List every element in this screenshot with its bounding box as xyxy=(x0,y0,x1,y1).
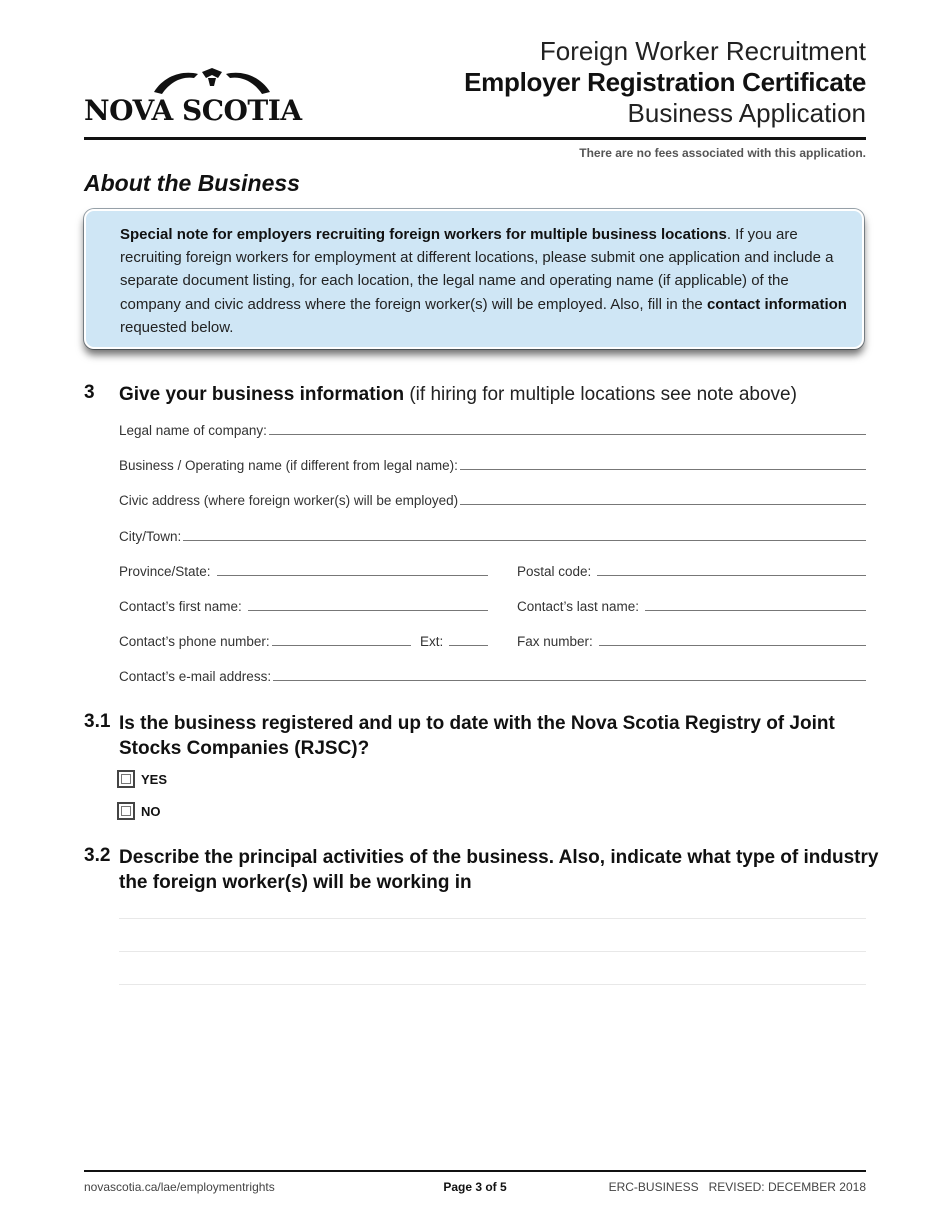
operating-name-field[interactable] xyxy=(119,453,866,473)
fax-field[interactable] xyxy=(517,629,866,649)
question-number: 3 xyxy=(84,382,95,403)
question-number: 3.2 xyxy=(84,845,111,866)
question-3-2-title: Describe the principal activities of the business. Also, indicate what type of industry the foreign worker(s) will be working in xyxy=(119,847,879,893)
note-body: . If you are recruiting foreign workers for employment at different locations, please submit one application and include a separate document listing, for each location, the legal name and operating name (if applicable) of the company and civic address where the foreign worker(s) will be employed. Also, fill in the xyxy=(120,226,834,313)
form-title-line2: Employer Registration Certificate xyxy=(464,67,866,97)
section-title: About the Business xyxy=(84,170,300,196)
city-input[interactable] xyxy=(183,526,866,541)
page-number: Page 3 of 5 xyxy=(443,1180,507,1194)
answer-line[interactable] xyxy=(119,918,866,919)
fax-label: Fax number: xyxy=(517,634,593,649)
rjsc-no-checkbox[interactable] xyxy=(117,802,135,820)
rjsc-yes-label: YES xyxy=(141,771,168,787)
question-3-title: Give your business information xyxy=(119,384,405,405)
question-3-1-title: Is the business registered and up to date with the Nova Scotia Registry of Joint Stocks Companies (RJSC)? xyxy=(119,713,835,759)
operating-name-input[interactable] xyxy=(460,455,866,470)
postal-code-label: Postal code: xyxy=(517,564,592,579)
form-title-block xyxy=(464,36,866,129)
special-note-text xyxy=(120,223,850,339)
city-label: City/Town: xyxy=(119,529,182,544)
legal-name-input[interactable] xyxy=(269,420,866,435)
question-number: 3.1 xyxy=(84,711,111,732)
phone-input[interactable] xyxy=(272,631,411,646)
email-input[interactable] xyxy=(273,666,866,681)
operating-name-label: Business / Operating name (if different from legal name): xyxy=(119,458,458,473)
answer-line[interactable] xyxy=(119,951,866,952)
ext-input[interactable] xyxy=(449,631,488,646)
phone-label: Contact’s phone number: xyxy=(119,634,270,649)
province-field[interactable] xyxy=(119,559,488,579)
ext-label: Ext: xyxy=(420,634,444,649)
postal-code-input[interactable] xyxy=(597,561,866,576)
footer-form-info xyxy=(609,1180,866,1194)
rjsc-no-label: NO xyxy=(141,803,161,819)
special-note-box xyxy=(84,209,864,349)
province-input[interactable] xyxy=(217,561,488,576)
first-name-field[interactable] xyxy=(119,594,488,614)
fax-input[interactable] xyxy=(599,631,866,646)
email-label: Contact’s e-mail address: xyxy=(119,669,272,684)
osprey-emblem-icon xyxy=(142,66,282,96)
ext-field[interactable] xyxy=(420,629,488,649)
answer-line[interactable] xyxy=(119,984,866,985)
rjsc-yes-option[interactable] xyxy=(117,770,167,788)
note-bold-tail: contact information xyxy=(706,295,847,313)
question-3-subtitle: (if hiring for multiple locations see note above) xyxy=(409,384,797,405)
footer-url: novascotia.ca/lae/employmentrights xyxy=(84,1180,275,1194)
footer-divider xyxy=(84,1170,866,1172)
last-name-label: Contact’s last name: xyxy=(517,599,640,614)
last-name-input[interactable] xyxy=(645,596,866,611)
legal-name-label: Legal name of company: xyxy=(119,423,267,438)
revised-date: REVISED: DECEMBER 2018 xyxy=(708,1180,866,1194)
civic-address-field[interactable] xyxy=(119,488,866,508)
fees-note: There are no fees associated with this application. xyxy=(579,146,866,160)
province-label: Province/State: xyxy=(119,564,211,579)
form-id: ERC-BUSINESS xyxy=(608,1180,699,1194)
phone-field[interactable] xyxy=(119,629,411,649)
legal-name-field[interactable] xyxy=(119,418,866,438)
logo-wordmark: NOVA SCOTIA xyxy=(84,94,302,127)
form-title-line1: Foreign Worker Recruitment xyxy=(539,36,866,66)
note-end: requested below. xyxy=(120,318,234,336)
rjsc-no-option[interactable] xyxy=(117,802,161,820)
note-bold-lead: Special note for employers recruiting foreign workers for multiple business locations xyxy=(120,226,727,243)
form-title-line3: Business Application xyxy=(627,98,866,128)
first-name-input[interactable] xyxy=(248,596,488,611)
city-field[interactable] xyxy=(119,524,866,544)
email-field[interactable] xyxy=(119,664,866,684)
civic-address-label: Civic address (where foreign worker(s) will be employed) xyxy=(119,493,459,508)
header-divider xyxy=(84,137,866,140)
postal-code-field[interactable] xyxy=(517,559,866,579)
civic-address-input[interactable] xyxy=(460,490,866,505)
nova-scotia-logo xyxy=(84,66,302,127)
first-name-label: Contact’s first name: xyxy=(119,599,242,614)
rjsc-yes-checkbox[interactable] xyxy=(117,770,135,788)
last-name-field[interactable] xyxy=(517,594,866,614)
